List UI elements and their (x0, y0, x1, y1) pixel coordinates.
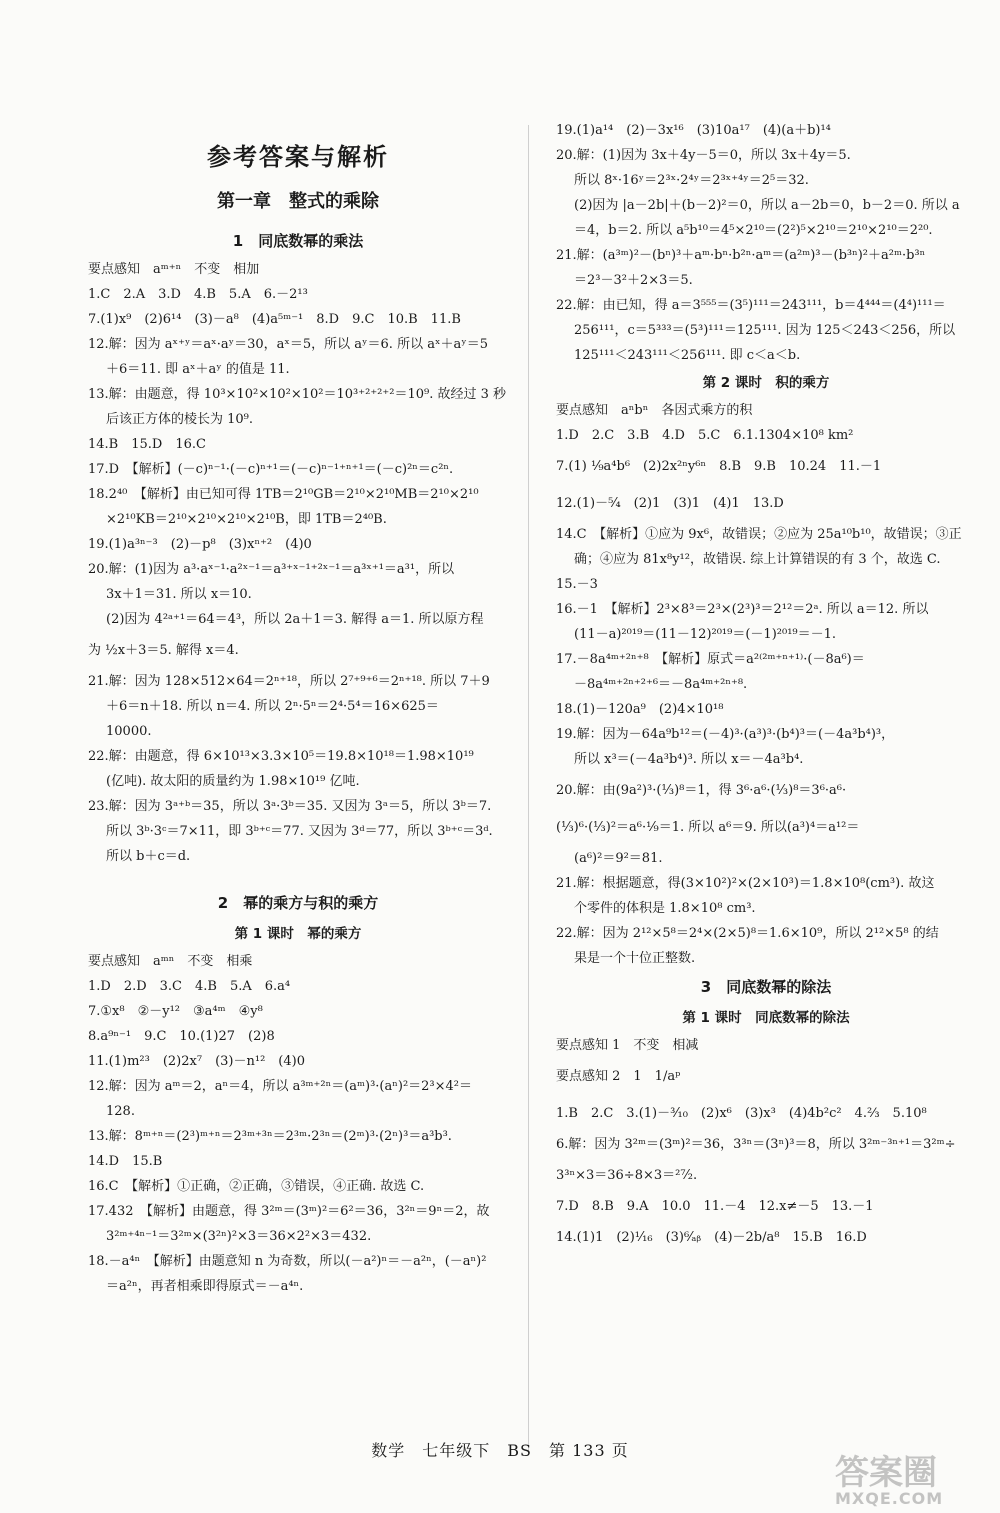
lesson-heading: 第 2 课时 积的乘方 (702, 375, 830, 391)
answer-line-continued: 所以 b＋c＝d. (106, 849, 191, 864)
page-footer: 数学 七年级下 BS 第 133 页 (371, 1441, 629, 1460)
answer-line-continued: ＝4，b＝2. 所以 a⁵b¹⁰＝4⁵×2¹⁰＝(2²)⁵×2¹⁰＝2¹⁰×2¹⁰＝2²⁰. (574, 223, 933, 238)
chapter-title: 第一章 整式的乘除 (217, 191, 379, 212)
answer-line: 14.(1)1 (2)¹⁄₁₆ (3)⁶⁄ₐᵦ (4)－2b/a⁸ 15.B 16.D (556, 1230, 867, 1245)
answer-line: 1.D 2.D 3.C 4.B 5.A 6.a⁴ (88, 979, 291, 994)
answer-line: 19.(1)a³ⁿ⁻³ (2)－p⁸ (3)xⁿ⁺² (4)0 (88, 537, 312, 552)
answer-line: 要点感知 1 不变 相减 (556, 1038, 699, 1053)
answer-line: 3³ⁿ×3＝36÷8×3＝²⁷⁄₂. (556, 1168, 698, 1183)
answer-line: 17.－8a⁴ᵐ⁺²ⁿ⁺⁸ 【解析】原式＝a²⁽²ᵐ⁺ⁿ⁺¹⁾·(－8a⁶)＝ (556, 652, 865, 667)
answer-line: 13.解：由题意，得 10³×10²×10²×10²＝10³⁺²⁺²⁺²＝10⁹. 故经过 3 秒 (88, 387, 507, 402)
answer-line: 19.解：因为－64a⁹b¹²＝(－4)³·(a³)³·(b⁴)³＝(－4a³b⁴)³， (556, 727, 895, 742)
answer-line-continued: (2)因为 |a－2b|＋(b－2)²＝0，所以 a－2b＝0，b－2＝0. 所以 a (574, 198, 960, 213)
answer-line: 1.D 2.C 3.B 4.D 5.C 6.1.1304×10⁸ km² (556, 428, 854, 443)
answer-column-right (556, 118, 976, 1256)
section-heading: 1 同底数幂的乘法 (232, 232, 364, 250)
answer-line: 8.a⁹ⁿ⁻¹ 9.C 10.(1)27 (2)8 (88, 1029, 275, 1044)
answer-line: 1.B 2.C 3.(1)－³⁄₁₀ (2)x⁶ (3)x³ (4)4b²c² 4.⅔ 5.10⁸ (556, 1106, 927, 1121)
answer-line-continued: 所以 x³＝(－4a³b⁴)³. 所以 x＝－4a³b⁴. (574, 752, 804, 767)
answer-line-continued: ＋6＝11. 即 aˣ＋aʸ 的值是 11. (106, 362, 290, 377)
answer-line-continued: ＋6＝n＋18. 所以 n＝4. 所以 2ⁿ·5ⁿ＝2⁴·5⁴＝16×625＝ (106, 699, 439, 714)
watermark-text: 答案圈 (835, 1453, 937, 1493)
answer-line: 11.(1)m²³ (2)2x⁷ (3)－n¹² (4)0 (88, 1054, 305, 1069)
answer-line: 15.－3 (556, 577, 598, 592)
answer-line-continued: ×2¹⁰KB＝2¹⁰×2¹⁰×2¹⁰×2¹⁰B，即 1TB＝2⁴⁰B. (106, 512, 387, 527)
answer-line: 12.(1)－⁵⁄₄ (2)1 (3)1 (4)1 13.D (556, 496, 784, 511)
answer-line-continued: 3²ᵐ⁺⁴ⁿ⁻¹＝3²ᵐ×(3²ⁿ)²×3＝36×2²×3＝432. (106, 1229, 372, 1244)
answer-line: 19.(1)a¹⁴ (2)－3x¹⁶ (3)10a¹⁷ (4)(a＋b)¹⁴ (556, 123, 831, 138)
watermark-logo (835, 1455, 965, 1507)
answer-line-continued: 确；④应为 81x⁸y¹²，故错误. 综上计算错误的有 3 个，故选 C. (574, 552, 941, 567)
answer-line: 16.C 【解析】①正确，②正确，③错误，④正确. 故选 C. (88, 1179, 425, 1194)
answer-line: 7.(1)x⁹ (2)6¹⁴ (3)－a⁸ (4)a⁵ᵐ⁻¹ 8.D 9.C 10.B 11.B (88, 312, 461, 327)
answer-line: 13.解：8ᵐ⁺ⁿ＝(2³)ᵐ⁺ⁿ＝2³ᵐ⁺³ⁿ＝2³ᵐ·2³ⁿ＝(2ᵐ)³·(2ⁿ)³＝a³b³. (88, 1129, 452, 1144)
answer-line-continued: 10000. (106, 724, 152, 739)
answer-line: (⅓)⁶·(⅓)²＝a⁶·¹⁄₉＝1. 所以 a⁶＝9. 所以(a³)⁴＝a¹²＝ (556, 820, 860, 835)
section-heading: 3 同底数幂的除法 (700, 978, 832, 996)
answer-line: 14.C 【解析】①应为 9x⁶，故错误；②应为 25a¹⁰b¹⁰，故错误；③正 (556, 527, 962, 542)
answer-line: 要点感知 aᵐⁿ 不变 相乘 (88, 954, 253, 969)
answer-line: 要点感知 aⁿbⁿ 各因式乘方的积 (556, 403, 753, 418)
answer-line-continued: ＝2³－3²＋2×3＝5. (574, 273, 693, 288)
answer-line-continued: (亿吨). 故太阳的质量约为 1.98×10¹⁹ 亿吨. (106, 774, 360, 789)
answer-line: 12.解：因为 aᵐ＝2，aⁿ＝4，所以 a³ᵐ⁺²ⁿ＝(aᵐ)³·(aⁿ)²＝2³×4²＝ (88, 1079, 473, 1094)
answer-line: 为 ½x＋3＝5. 解得 x＝4. (88, 643, 239, 658)
answer-line: 要点感知 aᵐ⁺ⁿ 不变 相加 (88, 262, 260, 277)
page-title: 参考答案与解析 (207, 143, 389, 171)
answer-line: 7.(1) ¹⁄₉a⁴b⁶ (2)2x²ⁿy⁶ⁿ 8.B 9.B 10.24 11.－1 (556, 459, 882, 474)
answer-line-continued: (a⁶)²＝9²＝81. (574, 851, 663, 866)
answer-line: 14.B 15.D 16.C (88, 437, 206, 452)
answer-line: 1.C 2.A 3.D 4.B 5.A 6.－2¹³ (88, 287, 308, 302)
answer-column-left (88, 225, 508, 1299)
answer-line-continued: 128. (106, 1104, 135, 1119)
answer-line-continued: (2)因为 4²ᵃ⁺¹＝64＝4³，所以 2a＋1＝3. 解得 a＝1. 所以原方程 (106, 612, 484, 627)
answer-line-continued: －8a⁴ᵐ⁺²ⁿ⁺²⁺⁶＝－8a⁴ᵐ⁺²ⁿ⁺⁸. (574, 677, 748, 692)
answer-line-continued: 后该正方体的棱长为 10⁹. (106, 412, 254, 427)
column-divider (528, 125, 529, 1455)
answer-line: 12.解：因为 aˣ⁺ʸ＝aˣ·aʸ＝30，aˣ＝5，所以 aʸ＝6. 所以 aˣ＋aʸ＝5 (88, 337, 488, 352)
answer-line: 23.解：因为 3ᵃ⁺ᵇ＝35，所以 3ᵃ·3ᵇ＝35. 又因为 3ᵃ＝5，所以 3ᵇ＝7. (88, 799, 492, 814)
answer-line: 14.D 15.B (88, 1154, 163, 1169)
answer-line-continued: 125¹¹¹＜243¹¹¹＜256¹¹¹. 即 c＜a＜b. (574, 348, 801, 363)
answer-line: 22.解：由已知，得 a＝3⁵⁵⁵＝(3⁵)¹¹¹＝243¹¹¹，b＝4⁴⁴⁴＝(4⁴)¹¹¹＝ (556, 298, 946, 313)
answer-line-continued: ＝a²ⁿ，再者相乘即得原式＝－a⁴ⁿ. (106, 1279, 304, 1294)
answer-line: 16.－1 【解析】2³×8³＝2³×(2³)³＝2¹²＝2ᵃ. 所以 a＝12. 所以 (556, 602, 929, 617)
answer-line: 17.D 【解析】(－c)ⁿ⁻¹·(－c)ⁿ⁺¹＝(－c)ⁿ⁻¹⁺ⁿ⁺¹＝(－c)²ⁿ＝c²ⁿ. (88, 462, 454, 477)
answer-line: 7.D 8.B 9.A 10.0 11.－4 12.x≠－5 13.－1 (556, 1199, 874, 1214)
answer-line-continued: 所以 3ᵇ·3ᶜ＝7×11，即 3ᵇ⁺ᶜ＝77. 又因为 3ᵈ＝77，所以 3ᵇ⁺ᶜ＝3ᵈ. (106, 824, 493, 839)
answer-line: 20.解：由(9a²)³·(⅓)⁸＝1，得 3⁶·a⁶·(⅓)⁸＝3⁶·a⁶· (556, 783, 847, 798)
answer-line-continued: 果是一个十位正整数. (574, 951, 696, 966)
answer-line: 6.解：因为 3²ᵐ＝(3ᵐ)²＝36，3³ⁿ＝(3ⁿ)³＝8，所以 3²ᵐ⁻³ⁿ⁺¹＝3²ᵐ÷ (556, 1137, 956, 1152)
lesson-heading: 第 1 课时 同底数幂的除法 (682, 1010, 850, 1026)
answer-line-continued: 所以 8ˣ·16ʸ＝2³ˣ·2⁴ʸ＝2³ˣ⁺⁴ʸ＝2⁵＝32. (574, 173, 809, 188)
answer-line-continued: (11－a)²⁰¹⁹＝(11－12)²⁰¹⁹＝(－1)²⁰¹⁹＝－1. (574, 627, 837, 642)
answer-line: 要点感知 2 1 1/aᵖ (556, 1069, 681, 1084)
answer-line: 22.解：因为 2¹²×5⁸＝2⁴×(2×5)⁸＝1.6×10⁹，所以 2¹²×5⁸ 的结 (556, 926, 939, 941)
section-heading: 2 幂的乘方与积的乘方 (217, 894, 379, 912)
answer-line: 22.解：由题意，得 6×10¹³×3.3×10⁵＝19.8×10¹⁸＝1.98×10¹⁹ (88, 749, 474, 764)
spacer (88, 869, 508, 887)
answer-line: 18.2⁴⁰ 【解析】由已知可得 1TB＝2¹⁰GB＝2¹⁰×2¹⁰MB＝2¹⁰×2¹⁰ (88, 487, 479, 502)
answer-line-continued: 个零件的体积是 1.8×10⁸ cm³. (574, 901, 756, 916)
answer-line: 21.解：根据题意，得(3×10²)²×(2×10³)＝1.8×10⁸(cm³). 故这 (556, 876, 935, 891)
answer-line: 21.解：(a³ᵐ)²－(bⁿ)³＋aᵐ·bⁿ·b²ⁿ·aᵐ＝(a²ᵐ)³－(b³ⁿ)²＋a²ᵐ·b³ⁿ (556, 248, 926, 263)
answer-line: 20.解：(1)因为 3x＋4y－5＝0，所以 3x＋4y＝5. (556, 148, 851, 163)
answer-line: 20.解：(1)因为 a³·aˣ⁻¹·a²ˣ⁻¹＝a³⁺ˣ⁻¹⁺²ˣ⁻¹＝a³ˣ⁺¹＝a³¹，所以 (88, 562, 455, 577)
answer-line-continued: 3x＋1＝31. 所以 x＝10. (106, 587, 252, 602)
answer-line: 18.－a⁴ⁿ 【解析】由题意知 n 为奇数，所以(－a²)ⁿ＝－a²ⁿ，(－aⁿ)² (88, 1254, 487, 1269)
answer-line: 7.①x⁸ ②－y¹² ③a⁴ᵐ ④y⁸ (88, 1004, 263, 1019)
answer-line: 18.(1)－120a⁹ (2)4×10¹⁸ (556, 702, 724, 717)
answer-line: 17.432 【解析】由题意，得 3²ᵐ＝(3ᵐ)²＝6²＝36，3²ⁿ＝9ⁿ＝2，故 (88, 1204, 490, 1219)
lesson-heading: 第 1 课时 幂的乘方 (234, 926, 362, 942)
answer-line: 21.解：因为 128×512×64＝2ⁿ⁺¹⁸，所以 2⁷⁺⁹⁺⁶＝2ⁿ⁺¹⁸. 所以 7＋9 (88, 674, 490, 689)
answer-line-continued: 256¹¹¹，c＝5³³³＝(5³)¹¹¹＝125¹¹¹. 因为 125＜243＜256，所以 (574, 323, 956, 338)
watermark-site: MXQE.COM (835, 1489, 944, 1508)
